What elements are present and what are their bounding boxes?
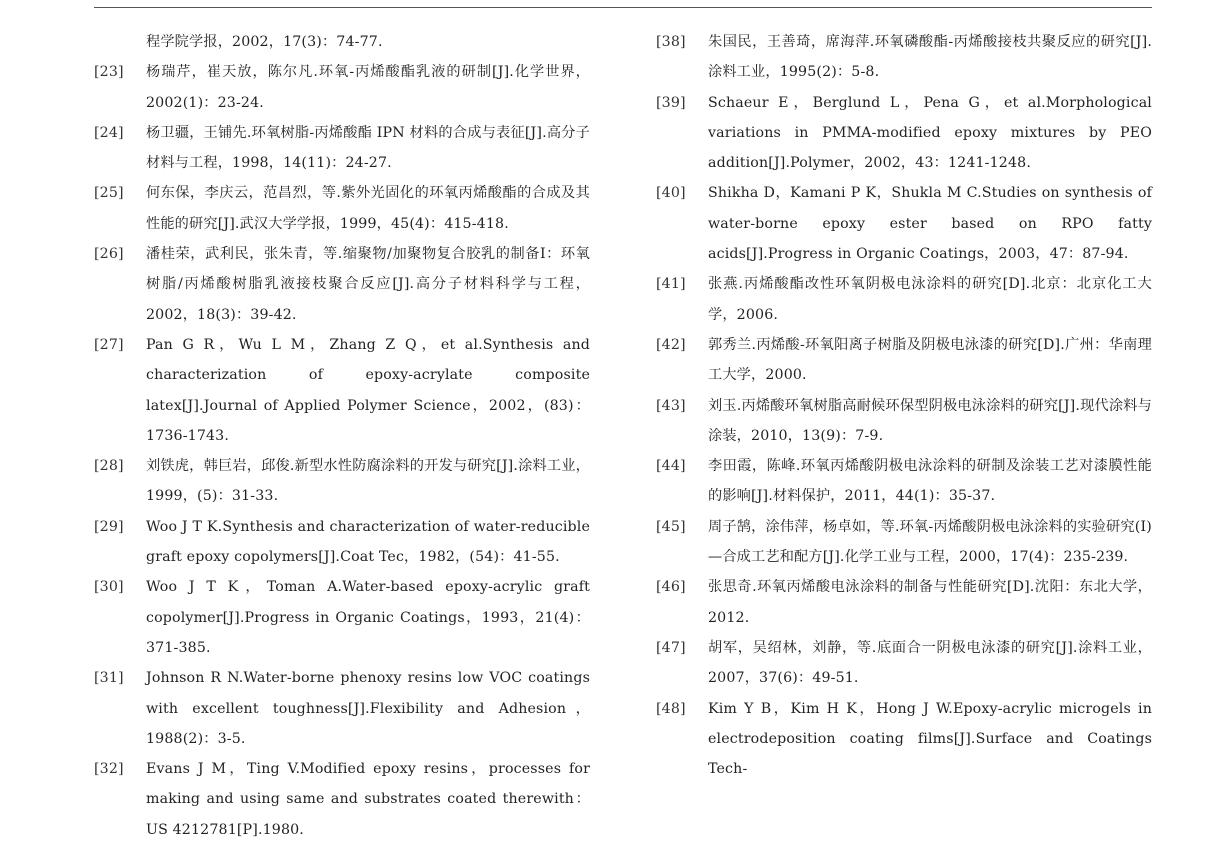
reference-text: 李田霞，陈峰.环氧丙烯酸阴极电泳涂料的研制及涂装工艺对漆膜性能的影响[J].材料保护，2011，44(1)：35-37. [708, 458, 1152, 505]
reference-number: [43] [656, 397, 686, 414]
reference-text: Woo J T K，Toman A.Water-based epoxy-acrylic graft copolymer[J].Progress in Organic Coatings，1993，21(4)：371-385. [146, 579, 590, 656]
reference-text: 张思奇.环氧丙烯酸电泳涂料的制备与性能研究[D].沈阳：东北大学，2012. [708, 579, 1152, 626]
header-rule [94, 7, 1152, 8]
references-left-column [94, 27, 590, 845]
reference-item [656, 694, 1152, 785]
reference-text: 杨瑞芹，崔天放，陈尔凡.环氧-丙烯酸酯乳液的研制[J].化学世界，2002(1)：23-24. [146, 64, 590, 111]
reference-number: [24] [94, 124, 124, 141]
reference-item [656, 178, 1152, 269]
reference-number: [40] [656, 185, 686, 202]
reference-text: 胡军，吴绍林，刘静，等.底面合一阴极电泳漆的研究[J].涂料工业，2007，37(6)：49-51. [708, 639, 1152, 687]
reference-item [94, 572, 590, 663]
reference-item [94, 239, 590, 330]
reference-text: 刘铁虎，韩巨岩，邱俊.新型水性防腐涂料的开发与研究[J].涂料工业，1999，(5)：31-33. [146, 458, 590, 505]
reference-item [94, 754, 590, 845]
reference-item [656, 391, 1152, 452]
reference-text: 刘玉.丙烯酸环氧树脂高耐候环保型阴极电泳涂料的研究[J].现代涂料与涂装，2010，13(9)：7-9. [708, 397, 1152, 444]
reference-number: [25] [94, 185, 124, 202]
reference-item [656, 88, 1152, 179]
reference-number: [39] [656, 94, 686, 111]
reference-item [656, 330, 1152, 391]
reference-text: 程学院学报，2002，17(3)：74-77. [146, 34, 383, 50]
reference-number: [31] [94, 670, 124, 687]
reference-number: [44] [656, 458, 686, 475]
reference-item [94, 451, 590, 512]
reference-text: 郭秀兰.丙烯酸-环氧阳离子树脂及阴极电泳漆的研究[D].广州：华南理工大学，2000. [708, 336, 1152, 384]
reference-number: [28] [94, 458, 124, 475]
reference-text: 杨卫疆，王铺先.环氧树脂-丙烯酸酯 IPN 材料的合成与表征[J].高分子材料与工程，1998，14(11)：24-27. [146, 124, 590, 172]
reference-continuation [94, 27, 590, 57]
reference-text: 周子鹄，涂伟萍，杨卓如，等.环氧-丙烯酸阴极电泳涂料的实验研究(Ⅰ)—合成工艺和配方[J].化学工业与工程，2000，17(4)：235-239. [708, 518, 1152, 566]
reference-item [656, 572, 1152, 633]
reference-item [656, 633, 1152, 694]
reference-text: 何东保，李庆云，范昌烈，等.紫外光固化的环氧丙烯酸酯的合成及其性能的研究[J].武汉大学学报，1999，45(4)：415-418. [146, 185, 590, 232]
reference-text: Woo J T K.Synthesis and characterization of water-reducible graft epoxy copolymers[J].Coat Tec，1982，(54)：41-55. [146, 518, 590, 566]
reference-number: [29] [94, 518, 124, 535]
reference-item [94, 57, 590, 118]
reference-number: [48] [656, 700, 686, 717]
reference-item [656, 451, 1152, 512]
reference-item [94, 330, 590, 451]
reference-number: [38] [656, 34, 686, 50]
reference-number: [23] [94, 64, 124, 81]
reference-item [94, 118, 590, 179]
reference-item [94, 512, 590, 573]
reference-item [94, 663, 590, 754]
references-right-column [656, 27, 1152, 784]
reference-number: [26] [94, 246, 124, 263]
reference-item [656, 512, 1152, 573]
reference-text: Shikha D，Kamani P K，Shukla M C.Studies on synthesis of water-borne epoxy ester based on RPO fatty acids[J].Progress in Organic Coatings，2003，47：87-94. [708, 185, 1152, 263]
reference-number: [32] [94, 761, 124, 778]
reference-number: [47] [656, 639, 686, 656]
reference-number: [46] [656, 579, 686, 596]
reference-item [94, 178, 590, 239]
reference-number: [30] [94, 579, 124, 596]
reference-text: Evans J M，Ting V.Modified epoxy resins，processes for making and using same and substrates coated therewith：US 4212781[P].1980. [146, 761, 590, 838]
reference-text: 张燕.丙烯酸酯改性环氧阴极电泳涂料的研究[D].北京：北京化工大学，2006. [708, 276, 1152, 323]
reference-number: [41] [656, 276, 686, 293]
reference-number: [45] [656, 518, 686, 535]
reference-number: [27] [94, 336, 124, 353]
reference-text: 潘桂荣，武利民，张朱青，等.缩聚物/加聚物复合胶乳的制备Ⅰ：环氧树脂/丙烯酸树脂乳液接枝聚合反应[J].高分子材料科学与工程，2002，18(3)：39-42. [146, 246, 590, 323]
reference-text: Kim Y B，Kim H K，Hong J W.Epoxy-acrylic microgels in electrodeposition coating films[J].Surface and Coatings Tech- [708, 700, 1152, 778]
reference-number: [42] [656, 336, 686, 353]
reference-text: Pan G R，Wu L M，Zhang Z Q，et al.Synthesis and characterization of epoxy-acrylate composite latex[J].Journal of Applied Polymer Science，2002，(83)：1736-1743. [146, 336, 590, 444]
reference-text: 朱国民，王善琦，席海萍.环氧磷酸酯-丙烯酸接枝共聚反应的研究[J].涂料工业，1995(2)：5-8. [708, 34, 1152, 81]
reference-text: Johnson R N.Water-borne phenoxy resins low VOC coatings with excellent toughness[J].Flexibility and Adhesion，1988(2)：3-5. [146, 670, 590, 747]
reference-text: Schaeur E，Berglund L，Pena G，et al.Morphological variations in PMMA-modified epoxy mixtures by PEO addition[J].Polymer，2002，43：1241-1248. [708, 94, 1152, 172]
reference-item [656, 269, 1152, 330]
reference-item [656, 27, 1152, 88]
